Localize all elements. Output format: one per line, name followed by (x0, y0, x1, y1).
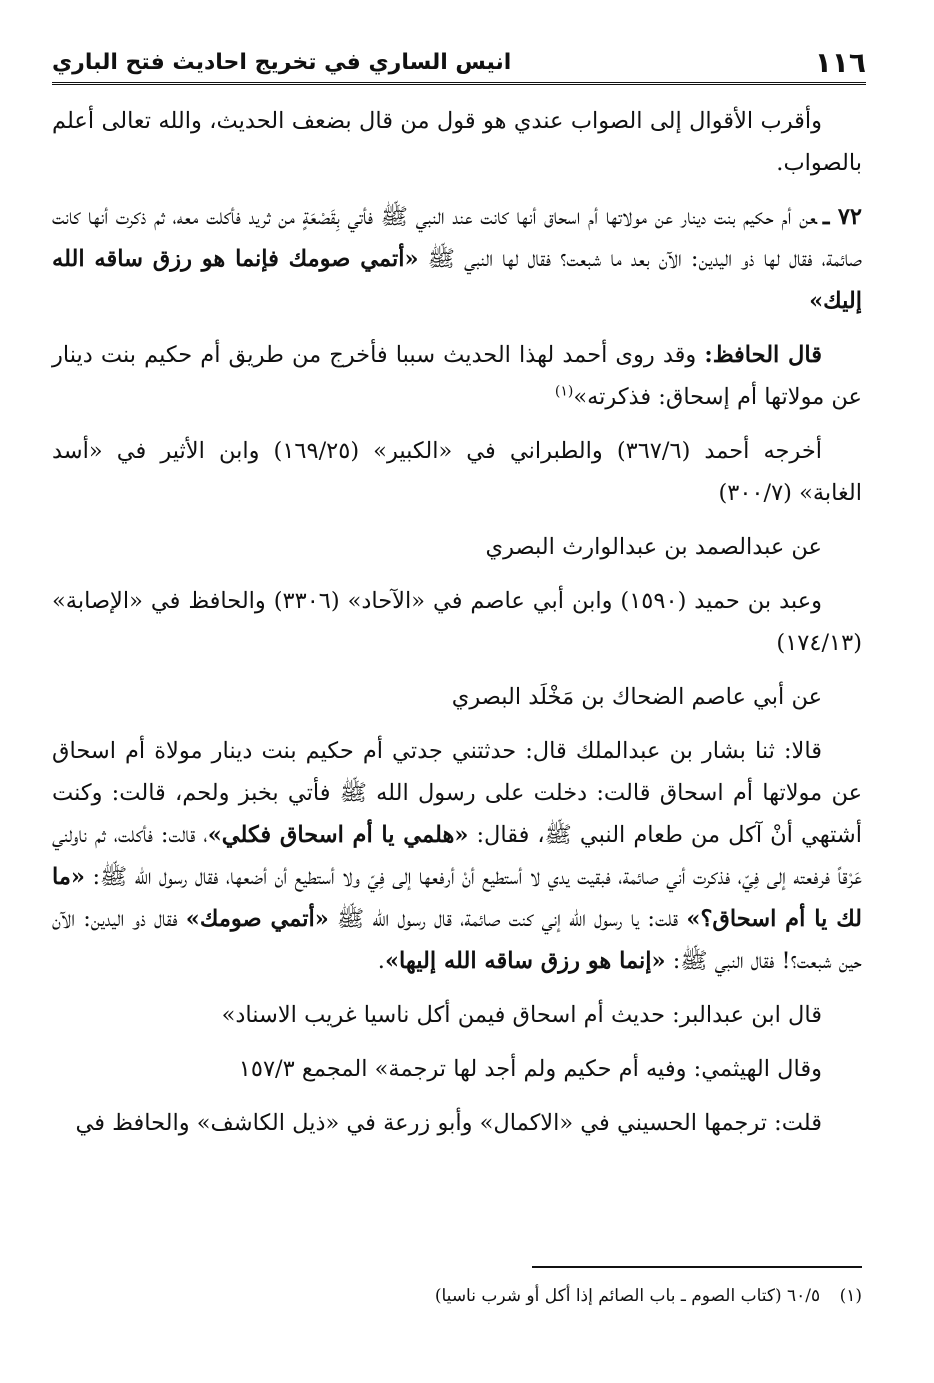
quote-2: «ما لك يا أم اسحاق؟» (52, 864, 863, 932)
paragraph-text: فقال ذو اليدين: الآن حين شبعت؟! فقال النبي ﷺ: (52, 906, 862, 974)
paragraph-text: قال ابن عبدالبر: حديث أم اسحاق فيمن أكل ناسيا غريب الاسناد» (221, 1002, 822, 1028)
page-number: ١١٦ (814, 45, 866, 79)
running-title: انيس الساري في تخريج احاديث فتح الباري (52, 49, 512, 75)
quote-4: «إنما هو رزق ساقه الله إليها» (384, 948, 666, 974)
paragraph-text: قلت: ترجمها الحسيني في «الاكمال» وأبو زرعة في «ذيل الكاشف» والحافظ في (75, 1110, 822, 1136)
paragraph-text: وأقرب الأقوال إلى الصواب عندي هو قول من قال بضعف الحديث، والله تعالى أعلم بالصواب. (52, 108, 862, 176)
paragraph-text: وقد روى أحمد لهذا الحديث سببا فأخرج من طريق أم حكيم بنت دينار عن مولاتها أم إسحاق: فذكرته» (52, 342, 862, 410)
paragraph-takhrij-2 (52, 580, 862, 664)
footnote-reference: (١) (554, 383, 574, 400)
paragraph-text: قلت: يا رسول الله إني كنت صائمة، قال رسول الله ﷺ (337, 906, 679, 932)
paragraph-text: عن أبي عاصم الضحاك بن مَخْلَد البصري (451, 684, 822, 710)
paragraph-text: أخرجه أحمد (٣٦٧/٦) والطبراني في «الكبير» (١٦٩/٢٥) وابن الأثير في «أسد الغابة» (٣٠٠/٧) (52, 438, 862, 506)
hadith-72 (52, 196, 862, 322)
paragraph-conclusion (52, 100, 862, 184)
footnote-divider (532, 1266, 862, 1268)
paragraph-takhrij-1 (52, 430, 862, 514)
page-header (52, 42, 866, 85)
quote-1: «هلمي يا أم اسحاق فكلي» (207, 822, 469, 848)
paragraph-chain-2 (52, 676, 862, 718)
paragraph-text: ، قالت: فأكلت، ثم ناولني عَرْقاً فرفعته إلى فِيّ، فذكرت أني صائمة، فبقيت يدي لا أستطيع أنْ أرفعها إلى فِيّ ولا أستطيع أن أضعها، فقال رسول الله ﷺ: (52, 822, 862, 890)
speaker-label: قال الحافظ: (704, 342, 823, 368)
hadith-number: ٧٢ ـ (822, 204, 862, 230)
paragraph-ibn-abdilbarr (52, 994, 862, 1036)
paragraph-narration: قالا: ثنا بشار بن عبدالملك قال: حدثتني جدتي أم حكيم بنت دينار مولاة أم اسحاق عن مولاتها أم اسحاق قالت: دخلت على رسول الله ﷺ فأتي بخبز ولحم، قالت: وكنت أشتهي أنْ آكل من طعام النبي ﷺ، فقال: «هلمي يا أم اسحاق فكلي»، قالت: فأكلت، ثم ناولني عَرْقاً فرفعته إلى فِيّ، فذكرت أني صائمة، فبقيت يدي لا أستطيع أنْ أرفعها إلى فِيّ ولا أستطيع أن أضعها، فقال رسول الله ﷺ: «ما لك يا أم اسحاق؟» قلت: يا رسول الله إني كنت صائمة، قال رسول الله ﷺ «أتمي صومك» فقال ذو اليدين: الآن حين شبعت؟! فقال النبي ﷺ: «إنما هو رزق ساقه الله إليها». (52, 738, 863, 974)
paragraph-text: وعبد بن حميد (١٥٩٠) وابن أبي عاصم في «الآحاد» (٣٣٠٦) والحافظ في «الإصابة» (١٧٤/١٣) (52, 588, 862, 656)
paragraph-hafiz (52, 334, 862, 418)
body-text (52, 100, 862, 1156)
paragraph-text: عن عبدالصمد بن عبدالوارث البصري (485, 534, 822, 560)
quote-3: «أتمي صومك» (185, 906, 329, 932)
paragraph-haythami (52, 1048, 862, 1090)
footnote (52, 1282, 862, 1310)
paragraph-text: قالا: ثنا بشار بن عبدالملك قال: حدثتني جدتي أم حكيم بنت دينار مولاة أم اسحاق عن مولاتها أم اسحاق قالت: دخلت على رسول الله ﷺ فأتي بخبز ولحم، قالت: وكنت أشتهي أنْ آكل من طعام النبي ﷺ، فقال: (52, 738, 862, 848)
footnote-marker: (١) (839, 1286, 862, 1306)
hadith-text: عن أم حكيم بنت دينار عن مولاتها أم اسحاق أنها كانت عند النبي ﷺ فأتي بِقَصْعَةٍ من ثريد فأكلت معه، ثم ذكرت أنها كانت صائمة، فقال لها ذو اليدين: الآن بعد ما شبعت؟ فقال لها النبي ﷺ (52, 204, 863, 272)
hadith-quote: «أتمي صومك فإنما هو رزق ساقه الله إليك» (52, 246, 862, 314)
footnote-text: ٦٠/٥ (كتاب الصوم ـ باب الصائم إذا أكل أو شرب ناسيا) (434, 1286, 821, 1306)
paragraph-qultu (52, 1102, 862, 1144)
paragraph-chain-1 (52, 526, 862, 568)
paragraph-text: وقال الهيثمي: وفيه أم حكيم ولم أجد لها ترجمة» المجمع ١٥٧/٣ (238, 1056, 822, 1082)
